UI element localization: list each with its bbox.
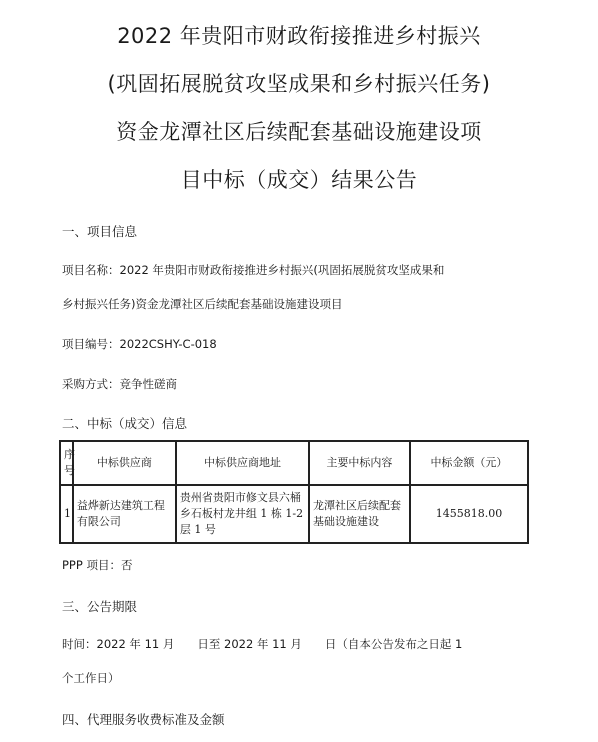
table-header-row xyxy=(60,441,528,485)
header-content: 主要中标内容 xyxy=(309,441,410,485)
section-project-info: 一、项目信息 xyxy=(62,224,138,239)
ppp-status: PPP 项目：否 xyxy=(62,558,133,572)
cell-content: 龙潭社区后续配套基础设施建设 xyxy=(309,485,410,543)
procurement-method: 采购方式：竞争性磋商 xyxy=(62,377,177,391)
period-line-1: 时间：2022 年 11 月 日至 2022 年 11 月 日（自本公告发布之日起 1 xyxy=(62,637,463,651)
title-line-1: 2022 年贵阳市财政衔接推进乡村振兴 xyxy=(117,24,481,48)
title-line-2: (巩固拓展脱贫攻坚成果和乡村振兴任务) xyxy=(107,72,491,96)
cell-address: 贵州省贵阳市修文县六桶乡石板村龙井组 1 栋 1-2 层 1 号 xyxy=(176,485,309,543)
project-name-line-2: 乡村振兴任务)资金龙潭社区后续配套基础设施建设项目 xyxy=(62,297,343,311)
cell-index: 1 xyxy=(60,485,73,543)
award-table xyxy=(59,440,529,544)
section-notice-period: 三、公告期限 xyxy=(62,599,138,614)
period-line-2: 个工作日） xyxy=(62,671,120,685)
header-supplier: 中标供应商 xyxy=(73,441,176,485)
notice-title xyxy=(40,12,558,204)
table-row xyxy=(60,485,528,543)
header-index: 序号 xyxy=(60,441,73,485)
project-number: 项目编号：2022CSHY-C-018 xyxy=(62,337,217,351)
cell-supplier: 益烨新达建筑工程有限公司 xyxy=(73,485,176,543)
section-agency-fee: 四、代理服务收费标准及金额 xyxy=(62,712,225,727)
title-line-4: 目中标（成交）结果公告 xyxy=(180,168,418,192)
header-address: 中标供应商地址 xyxy=(176,441,309,485)
section-award-info: 二、中标（成交）信息 xyxy=(62,416,188,431)
cell-amount: 1455818.00 xyxy=(410,485,528,543)
header-amount: 中标金额（元） xyxy=(410,441,528,485)
project-name-line-1: 项目名称：2022 年贵阳市财政衔接推进乡村振兴(巩固拓展脱贫攻坚成果和 xyxy=(62,263,445,277)
title-line-3: 资金龙潭社区后续配套基础设施建设项 xyxy=(116,120,482,144)
